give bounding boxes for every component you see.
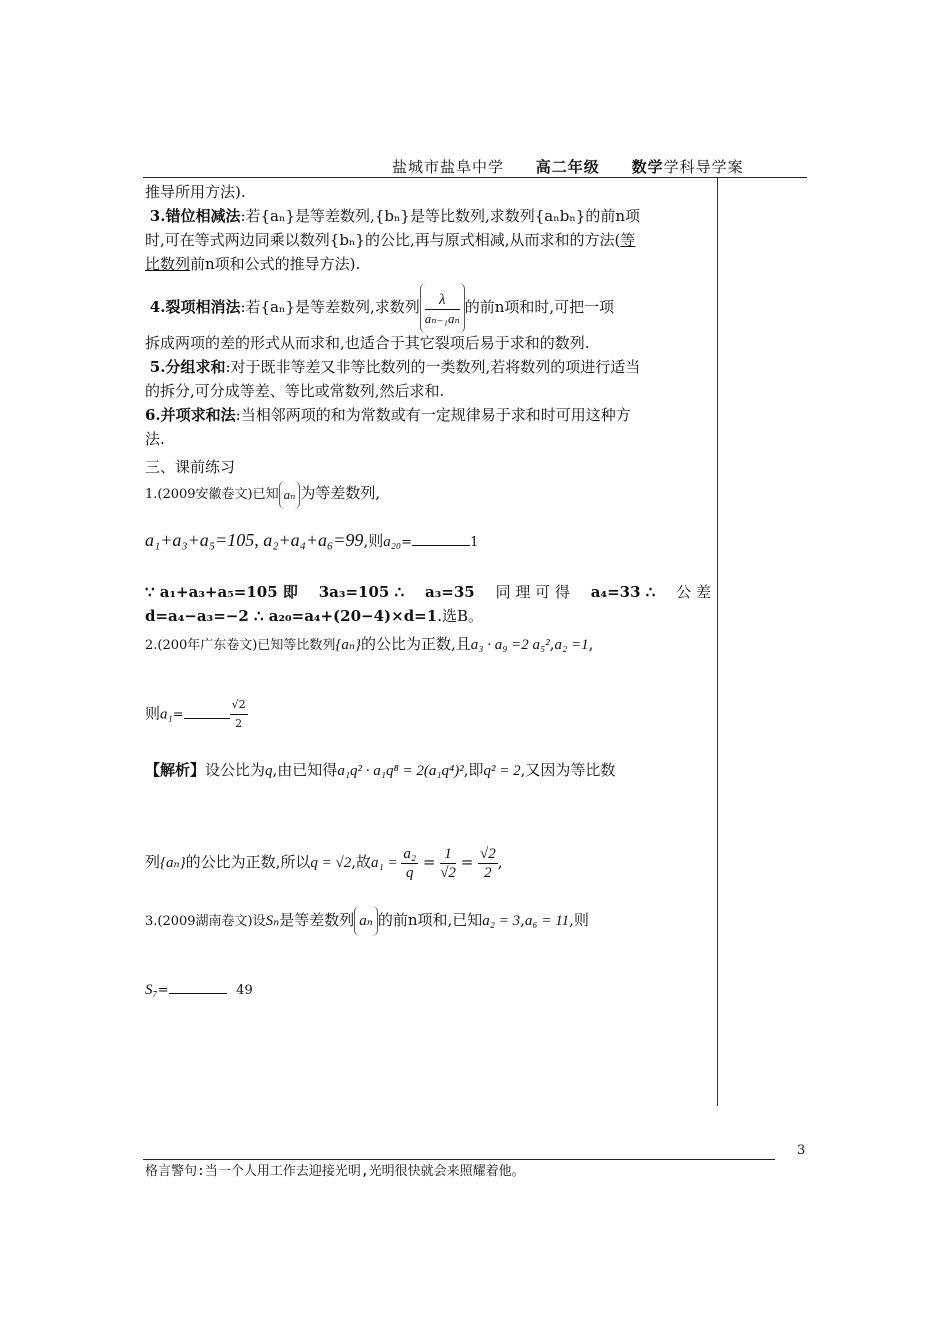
- q1-intro: 1.(2009安徽卷文)已知 aₙ 为等差数列,: [145, 479, 711, 509]
- subject-label: 数学学科导学案: [631, 158, 744, 176]
- page-header: [392, 156, 770, 177]
- q2-answer: $\frac{√2}{2}$: [231, 698, 246, 730]
- method-6-line-2: 法.: [145, 430, 165, 448]
- school-name: 盐城市盐阜中学: [392, 158, 505, 176]
- method-4-line-1: 4.裂项相消法:若{aₙ}是等差数列,求数列 $\frac{\lambda}{\text{aₙ₋₁aₙ}}$ 的前n项和时,可把一项: [145, 282, 711, 333]
- q1-solution-line-1: ∵ a₁+a₃+a₅=105 即 3a₃=105 ∴ a₃=35 同 理 可 得 a₄=33 ∴ 公 差: [145, 583, 711, 601]
- method-4-line-2: 拆成两项的差的形式从而求和,也适合于其它裂项后易于求和的数列.: [145, 334, 590, 352]
- q2-ask: 则a₁= $\frac{√2}{2}$: [145, 696, 711, 733]
- q2-answer-blank: [184, 704, 230, 719]
- q1-equation: a₁+a₃+a₅=105, a₂+a₄+a₆=99,则a₂₀= 1: [145, 530, 479, 550]
- q3-answer-blank: [169, 979, 227, 994]
- method-5-line-2: 的拆分,可分成等差、等比或常数列,然后求和.: [145, 382, 445, 400]
- page-number: 3: [797, 1143, 806, 1158]
- section-title: 三、课前练习: [145, 458, 236, 476]
- grade-label: 高二年级: [535, 158, 600, 176]
- fraction-sequence: $\frac{\lambda}{\text{aₙ₋₁aₙ}}$: [420, 283, 465, 333]
- method-3-line-3: 比数列前n项和公式的推导方法).: [145, 255, 361, 273]
- method-5-line-1: 5.分组求和:对于既非等差又非等比数列的一类数列,若将数列的项进行适当: [149, 358, 641, 376]
- q1-answer-blank: [412, 531, 470, 546]
- main-content: [145, 180, 711, 1003]
- q2-analysis-line-1: 【解析】设公比为q,由已知得a₁q² · a₁q⁸ = 2(a₁q⁴)²,即q² = 2,又因为等比数: [145, 761, 616, 779]
- footer-motto: 格言警句:当一个人用工作去迎接光明,光明很快就会来照耀着他。: [145, 1164, 525, 1179]
- q3-ask: S₇= 49: [145, 977, 711, 1003]
- q2-intro: 2.(200年广东卷文)已知等比数列{aₙ}的公比为正数,且a₃ · a₉ =2 a₅²,a₂ =1,: [145, 635, 594, 653]
- method-3-line-2: 时,可在等式两边同乘以数列{bₙ}的公比,再与原式相减,从而求和的方法(等: [145, 231, 636, 249]
- header-rule: [143, 177, 807, 178]
- q1-solution-line-2: d=a₄−a₃=−2 ∴ a₂₀=a₄+(20−4)×d=1.选B。: [145, 607, 483, 625]
- line-derivation-end: 推导所用方法).: [145, 183, 246, 201]
- q3-intro: 3.(2009湖南卷文)设Sₙ是等差数列 aₙ 的前n项和,已知a₂ = 3,a₆ = 11,则: [145, 905, 711, 937]
- margin-rule: [717, 178, 718, 1106]
- method-6-line-1: 6.并项求和法:当相邻两项的和为常数或有一定规律易于求和时可用这种方: [145, 406, 631, 424]
- q2-analysis-line-2: 列{aₙ}的公比为正数,所以q = √2,故a₁ = $\frac{\text{a₂}}{q}$ = $\frac{1}{√2}$ = $\frac{√2}{2}$ ,: [145, 845, 503, 881]
- method-3-line-1: 3.错位相减法:若{aₙ}是等差数列,{bₙ}是等比数列,求数列{aₙbₙ}的前n项: [149, 207, 641, 225]
